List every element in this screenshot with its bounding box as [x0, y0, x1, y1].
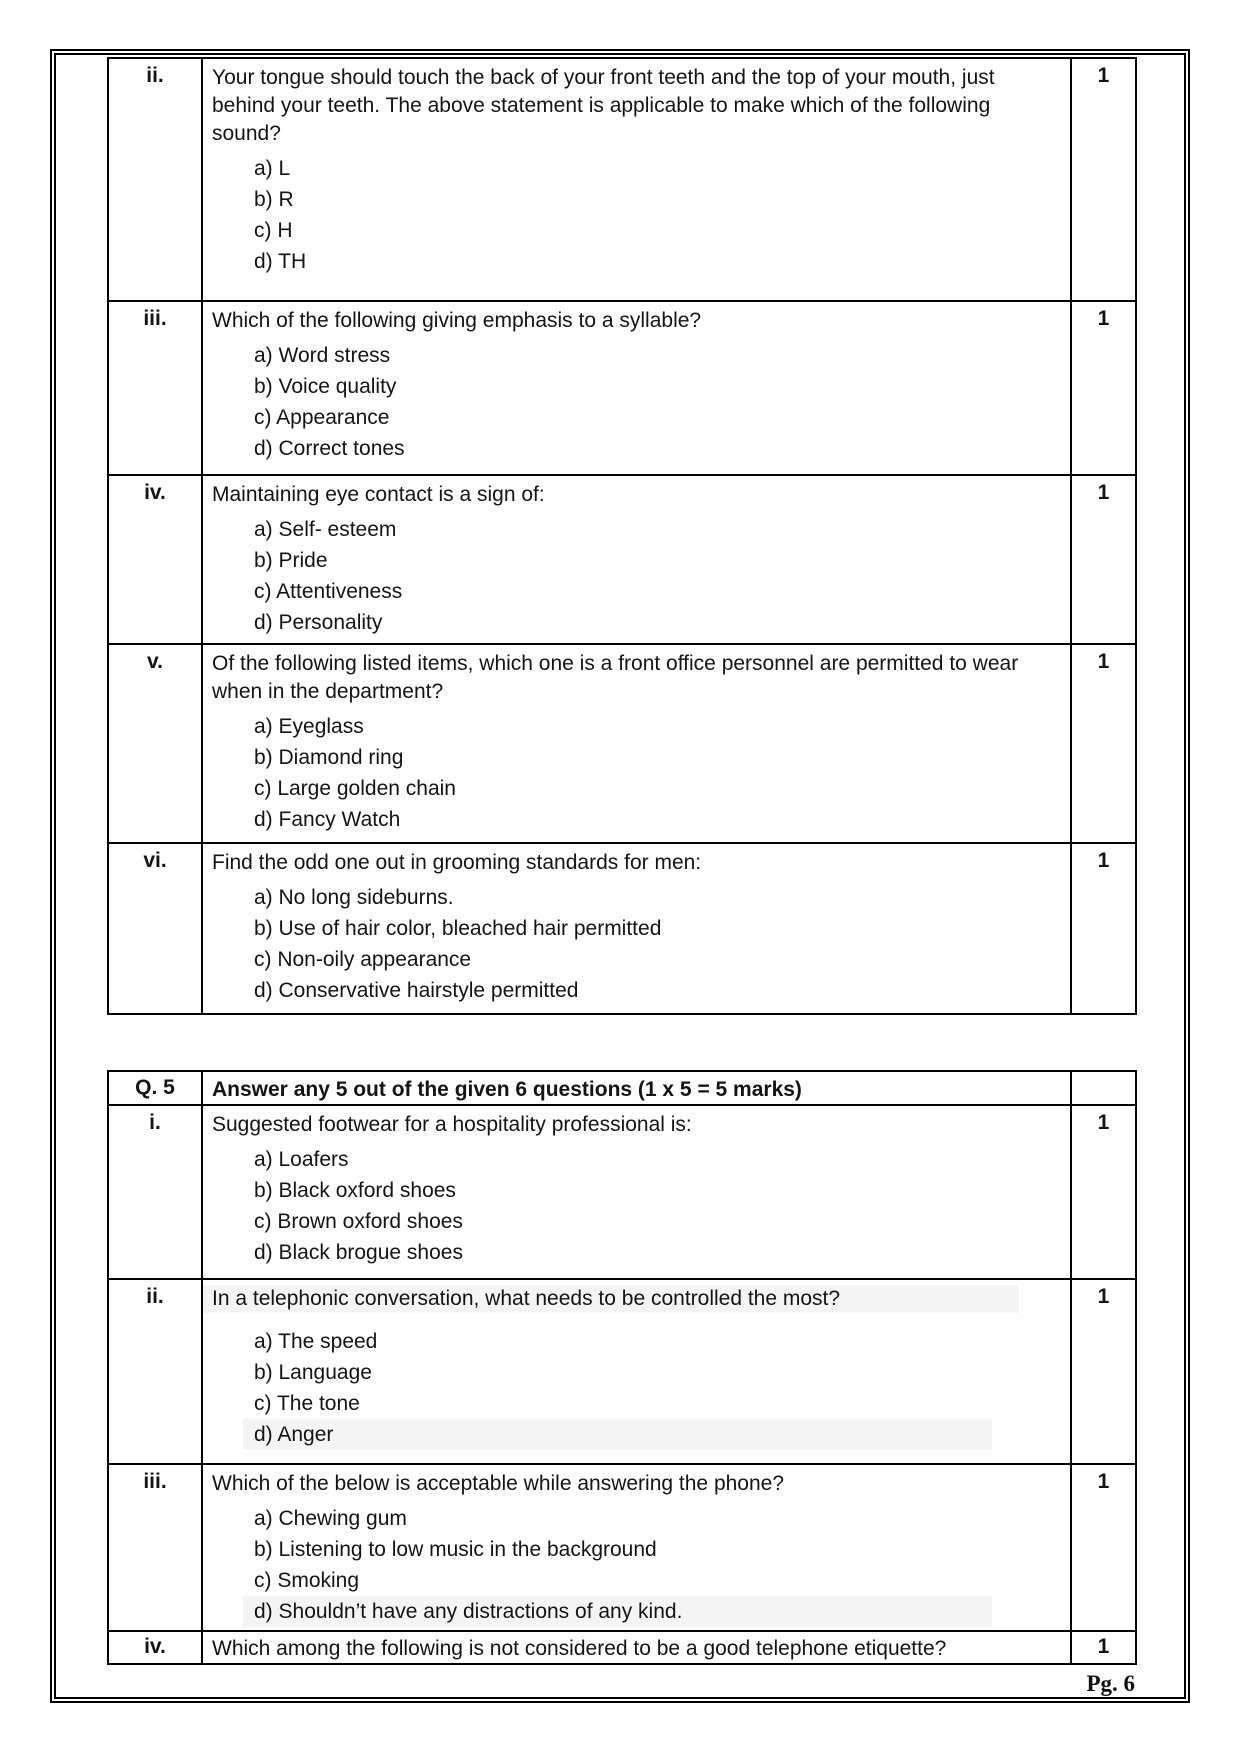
option-d: d) Personality	[254, 611, 383, 634]
question-text: Your tongue should touch the back of your front teeth and the top of your mouth, just behind your teeth. The above statement is applicable to make which of the following sound?	[212, 66, 995, 145]
option-a: a) Loafers	[254, 1148, 349, 1171]
q4-row-v	[108, 644, 1136, 843]
option-d-highlighted: d) Shouldn’t have any distractions of any kind.	[243, 1596, 992, 1627]
option-b: b) Pride	[254, 549, 328, 572]
question-number: iv.	[108, 1631, 202, 1664]
question-text: Of the following listed items, which one is a front office personnel are permitted to wear when in the department?	[212, 652, 1019, 703]
question-text: Which among the following is not considered to be a good telephone etiquette?	[212, 1637, 947, 1660]
option-b: b) Listening to low music in the background	[254, 1538, 657, 1561]
marks-value: 1	[1071, 644, 1136, 843]
option-b: b) Voice quality	[254, 375, 397, 398]
option-d: d) Black brogue shoes	[254, 1241, 463, 1264]
question-text: Suggested footwear for a hospitality professional is:	[212, 1113, 692, 1136]
question-cell	[202, 843, 1071, 1014]
question-number: iv.	[108, 475, 202, 644]
option-a: a) Self- esteem	[254, 518, 397, 541]
question-cell	[202, 1631, 1071, 1664]
option-b: b) Diamond ring	[254, 746, 404, 769]
marks-value: 1	[1071, 1279, 1136, 1464]
question-number: iii.	[108, 301, 202, 475]
marks-value: 1	[1071, 58, 1136, 301]
option-a: a) Chewing gum	[254, 1507, 407, 1530]
question-cell	[202, 301, 1071, 475]
option-b: b) Use of hair color, bleached hair permitted	[254, 917, 662, 940]
option-d: d) Fancy Watch	[254, 808, 401, 831]
q4-row-vi	[108, 843, 1136, 1014]
question-number: ii.	[108, 58, 202, 301]
marks-value: 1	[1071, 843, 1136, 1014]
option-c: c) Non-oily appearance	[254, 948, 472, 971]
question-text-highlighted: In a telephonic conversation, what needs to be controlled the most?	[203, 1285, 1019, 1313]
option-d: d) TH	[254, 250, 307, 273]
question-group-title: Answer any 5 out of the given 6 questions (1 x 5 = 5 marks)	[212, 1078, 802, 1101]
question-text: Find the odd one out in grooming standards for men:	[212, 851, 702, 874]
q4-row-iv	[108, 475, 1136, 644]
marks-value: 1	[1071, 1464, 1136, 1631]
option-c: c) Large golden chain	[254, 777, 456, 800]
option-a: a) Eyeglass	[254, 715, 364, 738]
question-cell	[202, 1105, 1071, 1279]
q5-table	[107, 1070, 1137, 1665]
question-number: v.	[108, 644, 202, 843]
marks-value: 1	[1071, 1631, 1136, 1664]
option-c: c) Appearance	[254, 406, 390, 429]
q4-table	[107, 57, 1137, 1015]
marks-value: 1	[1071, 301, 1136, 475]
option-c: c) Attentiveness	[254, 580, 403, 603]
option-c: c) Brown oxford shoes	[254, 1210, 463, 1233]
question-text: Which of the following giving emphasis to a syllable?	[212, 309, 702, 332]
page-border-frame	[50, 49, 1190, 1703]
question-cell	[202, 1464, 1071, 1631]
q5-row-i	[108, 1105, 1136, 1279]
option-a: a) No long sideburns.	[254, 886, 454, 909]
table-gap	[107, 1015, 1135, 1070]
page-content	[107, 57, 1135, 1697]
q5-row-ii	[108, 1279, 1136, 1464]
question-cell	[202, 644, 1071, 843]
question-cell	[202, 1279, 1071, 1464]
question-number: ii.	[108, 1279, 202, 1464]
question-number: vi.	[108, 843, 202, 1014]
q5-row-iii	[108, 1464, 1136, 1631]
marks-value: 1	[1071, 475, 1136, 644]
option-a: a) The speed	[254, 1330, 378, 1353]
option-d-highlighted: d) Anger	[243, 1419, 992, 1450]
question-text: Which of the below is acceptable while answering the phone?	[212, 1472, 785, 1495]
option-b: b) Language	[254, 1361, 372, 1384]
question-number: iii.	[108, 1464, 202, 1631]
marks-empty-cell	[1071, 1071, 1136, 1105]
q5-header-row	[108, 1071, 1136, 1105]
option-c: c) The tone	[254, 1392, 360, 1415]
page-number: Pg. 6	[1086, 1671, 1135, 1696]
option-b: b) Black oxford shoes	[254, 1179, 456, 1202]
option-c: c) H	[254, 219, 293, 242]
option-a: a) Word stress	[254, 344, 391, 367]
question-group-title-cell	[202, 1071, 1071, 1105]
question-cell	[202, 58, 1071, 301]
question-text: Maintaining eye contact is a sign of:	[212, 483, 545, 506]
question-number: i.	[108, 1105, 202, 1279]
option-d: d) Conservative hairstyle permitted	[254, 979, 579, 1002]
option-a: a) L	[254, 157, 291, 180]
question-group-number: Q. 5	[108, 1071, 202, 1105]
option-d: d) Correct tones	[254, 437, 405, 460]
option-c: c) Smoking	[254, 1569, 360, 1592]
marks-value: 1	[1071, 1105, 1136, 1279]
q5-row-iv	[108, 1631, 1136, 1664]
q4-row-iii	[108, 301, 1136, 475]
question-cell	[202, 475, 1071, 644]
option-b: b) R	[254, 188, 294, 211]
q4-row-ii	[108, 58, 1136, 301]
